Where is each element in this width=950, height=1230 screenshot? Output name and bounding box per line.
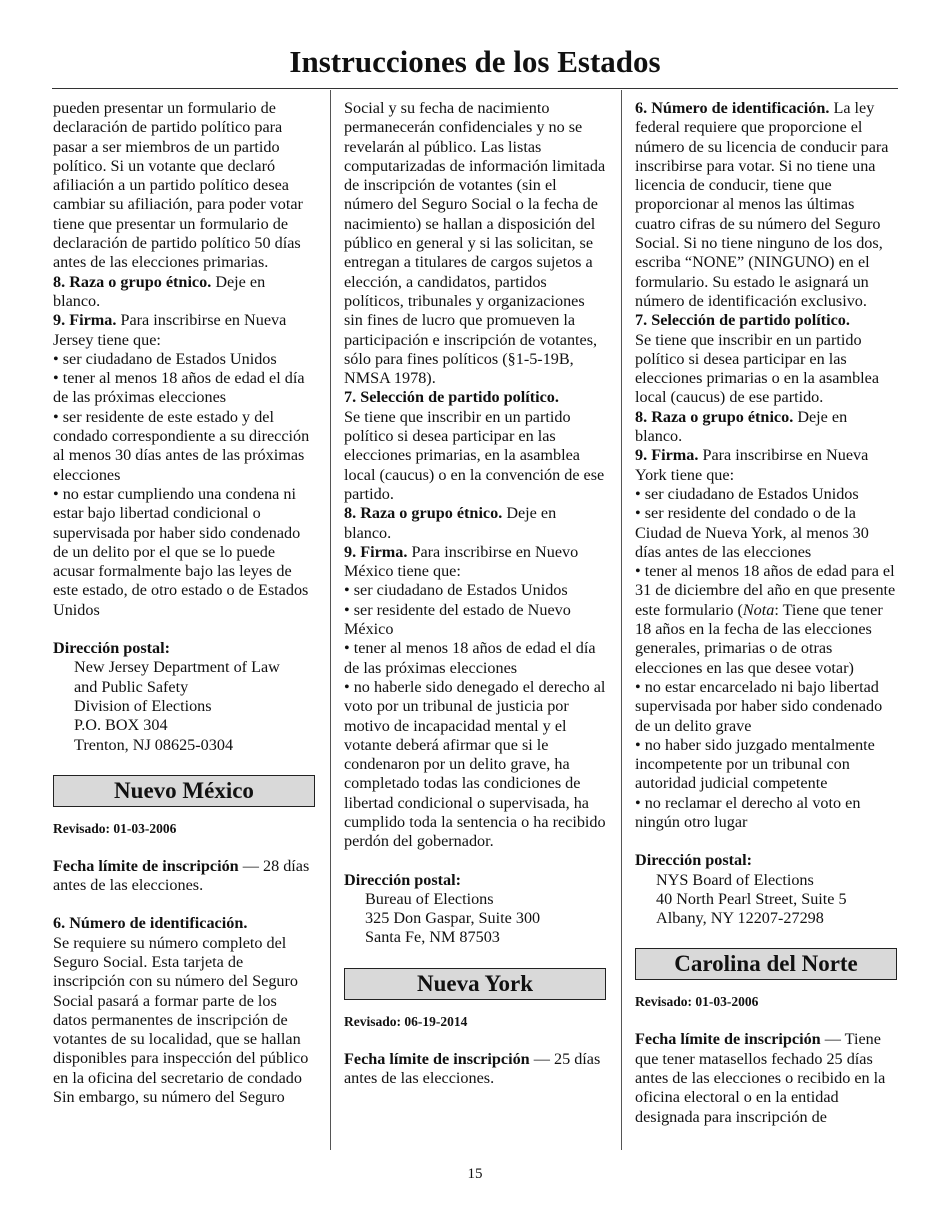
nj-address-line: Trenton, NJ 08625-0304 [74, 735, 234, 754]
column-2 [344, 99, 606, 1088]
ny-address-line: 40 North Pearl Street, Suite 5 [656, 889, 847, 908]
nj-item-9-label: 9. Firma. [53, 311, 117, 330]
nj-item-8 [53, 273, 315, 312]
nm-item-9-label: 9. Firma. [344, 542, 408, 561]
nc-deadline [635, 1030, 897, 1126]
ny-bullet-3-note: Nota [742, 600, 775, 619]
nj-bullet: • ser ciudadano de Estados Unidos [53, 349, 277, 368]
nm-item-9 [344, 543, 606, 582]
ny-item-7-label: 7. Selección de partido político. [635, 311, 850, 330]
nc-deadline-label: Fecha límite de inscripción [635, 1030, 821, 1049]
nm-item-8 [344, 504, 606, 543]
nm-item-6-label: 6. Número de identificación. [53, 914, 248, 933]
ny-bullet: • no haber sido juzgado mentalmente incompetente por un tribunal con autoridad judicial competente [635, 735, 875, 793]
ny-item-6-text: La ley federal requiere que proporcione el número de su licencia de conducir para inscribirse para votar. Si no tiene una licencia de conducir, tiene que proporcionar al menos las últimas cuatro cifras de su número del Seguro Social. Si no tiene ninguno de los dos, escriba “NONE” (NINGUNO) en el formulario. Su estado le asignará un número de identificación exclusivo. [635, 99, 889, 310]
nm-deadline-text: — 28 días antes de las elecciones. [53, 856, 310, 895]
nj-address-line: Division of Elections [74, 696, 212, 715]
ny-deadline [344, 1050, 606, 1089]
ny-bullet: • ser ciudadano de Estados Unidos [635, 484, 859, 503]
ny-item-6-label: 6. Número de identificación. [635, 99, 830, 117]
ny-item-9-label: 9. Firma. [635, 446, 699, 465]
ny-address-line: Albany, NY 12207-27298 [656, 909, 824, 928]
ny-bullet-3-post: : Tiene que tener 18 años en la fecha de las elecciones generales, primarias o de otras elecciones en las que desee votar) [635, 600, 883, 677]
ny-bullet [635, 562, 897, 678]
ny-item-8 [635, 408, 897, 447]
nm-address-line: 325 Don Gaspar, Suite 300 [365, 909, 541, 928]
column-3 [635, 99, 897, 1127]
carolina-del-norte-heading: Carolina del Norte [635, 948, 897, 980]
nm-bullet: • ser ciudadano de Estados Unidos [344, 581, 568, 600]
nj-bullet: • ser residente de este estado y del condado correspondiente a su dirección al menos 30 días antes de las próximas elecciones [53, 407, 310, 484]
ny-deadline-text: — 25 días antes de las elecciones. [344, 1049, 601, 1088]
ny-deadline-label: Fecha límite de inscripción [344, 1049, 530, 1068]
title-divider [52, 88, 898, 89]
nj-item-9 [53, 311, 315, 350]
nm-bullet: • ser residente del estado de Nuevo México [344, 600, 571, 639]
nc-deadline-text: — Tiene que tener matasellos fechado 25 días antes de las elecciones o recibido en la oficina electoral o en la entidad designada para inscripción de [635, 1030, 886, 1126]
column-divider-right [621, 90, 622, 1150]
page-title: Instrucciones de los Estados [289, 44, 661, 79]
nj-item-8-text: Deje en blanco. [53, 272, 266, 310]
ny-item-6 [635, 99, 897, 311]
nueva-york-heading: Nueva York [344, 968, 606, 1000]
page-number: 15 [467, 1166, 483, 1182]
nm-privacy-text: Social y su fecha de nacimiento permanecerán confidenciales y no se revelarán al público. Las listas computarizadas de información limitada de inscripción de votantes (sin el número del Seguro Social o la fecha de nacimiento) se hallan a disposición del público en general y si las solicitan, se entregan a titulares de cargos sujetos a elección, a candidatos, partidos políticos, tribunales y organizaciones sin fines de lucro que promueven la participación e inscripción de votantes, sólo para fines políticos (§1-5-19B, NMSA 1978). [344, 99, 606, 388]
ny-item-7-text: Se tiene que inscribir en un partido político si desea participar en las elecciones primarias o en la asamblea local (caucus) de ese partido. [635, 330, 880, 407]
nm-bullet: • tener al menos 18 años de edad el día de las próximas elecciones [344, 639, 596, 677]
nm-item-7-text: Se tiene que inscribir en un partido político si desea participar en las elecciones primarias, en la asamblea local (caucus) o en la convención de ese partido. [344, 407, 605, 503]
nj-bullet: • tener al menos 18 años de edad el día de las próximas elecciones [53, 369, 305, 407]
nm-address-line: Santa Fe, NM 87503 [365, 928, 500, 947]
nj-party-declaration-text: pueden presentar un formulario de declaración de partido político para pasar a ser miembros de un partido político. Si un votante que declaró afiliación a un partido político desea cambiar su afiliación, para poder votar tiene que presentar un formulario de declaración de partido político 50 días antes de las elecciones primarias. [53, 99, 303, 272]
ny-item-8-text: Deje en blanco. [635, 407, 848, 446]
nj-mail-label: Dirección postal: [53, 639, 171, 658]
ny-item-8-label: 8. Raza o grupo étnico. [635, 407, 794, 426]
ny-bullet: • ser residente del condado o de la Ciudad de Nueva York, al menos 30 días antes de las elecciones [635, 504, 869, 561]
nm-deadline [53, 857, 315, 896]
ny-mail-label: Dirección postal: [635, 851, 753, 870]
nj-item-8-label: 8. Raza o grupo étnico. [53, 272, 212, 291]
ny-bullet-3-pre: • tener al menos 18 años de edad para el 31 de diciembre del año en que presente este formulario ( [635, 562, 896, 619]
nm-item-8-label: 8. Raza o grupo étnico. [344, 504, 503, 523]
nj-address-line: and Public Safety [74, 677, 189, 696]
nm-item-9-text: Para inscribirse en Nuevo México tiene que: [344, 542, 579, 581]
nm-bullet: • no haberle sido denegado el derecho al voto por un tribunal de justicia por motivo de incapacidad mental y el votante deberá afirmar que si le condenaron por un delito grave, ha completado todas las condiciones de libertad condicional o supervisada, ha cumplido toda la sentencia o ha recibido perdón del gobernador. [344, 677, 606, 851]
nm-address-line: Bureau of Elections [365, 889, 494, 908]
ny-revised-date: Revisado: 06-19-2014 [344, 1013, 468, 1029]
ny-address-line: NYS Board of Elections [656, 870, 814, 889]
nm-item-7-label: 7. Selección de partido político. [344, 388, 559, 407]
nj-address-line: New Jersey Department of Law [74, 658, 280, 677]
ny-item-9-text: Para inscribirse en Nueva York tiene que: [635, 446, 869, 484]
nc-revised-date: Revisado: 01-03-2006 [635, 994, 759, 1010]
ny-bullet: • no estar encarcelado ni bajo libertad supervisada por haber sido condenado de un delito grave [635, 677, 883, 735]
nm-deadline-label: Fecha límite de inscripción [53, 856, 239, 875]
column-1 [53, 99, 315, 1107]
nuevo-mexico-heading: Nuevo México [53, 775, 315, 807]
nm-item-8-text: Deje en blanco. [344, 504, 557, 542]
ny-item-9 [635, 446, 897, 485]
column-divider-left [330, 90, 331, 1150]
nj-item-9-text: Para inscribirse en Nueva Jersey tiene que: [53, 311, 287, 349]
nm-item-6-text: Se requiere su número completo del Seguro Social. Esta tarjeta de inscripción con su número del Seguro Social pasará a formar parte de los datos permanentes de inscripción de votantes de su localidad, que se hallan disponibles para inspección del público en la oficina del secretario de condado Sin embargo, su número del Seguro [53, 933, 309, 1107]
nm-revised-date: Revisado: 01-03-2006 [53, 820, 177, 836]
ny-bullet: • no reclamar el derecho al voto en ningún otro lugar [635, 793, 861, 831]
nj-bullet: • no estar cumpliendo una condena ni estar bajo libertad condicional o supervisada por haber sido condenado de un delito por el que se lo puede acusar formalmente bajo las leyes de este estado, de otro estado o de Estados Unidos [53, 484, 309, 619]
nm-mail-label: Dirección postal: [344, 870, 462, 889]
nj-address-line: P.O. BOX 304 [74, 716, 168, 735]
